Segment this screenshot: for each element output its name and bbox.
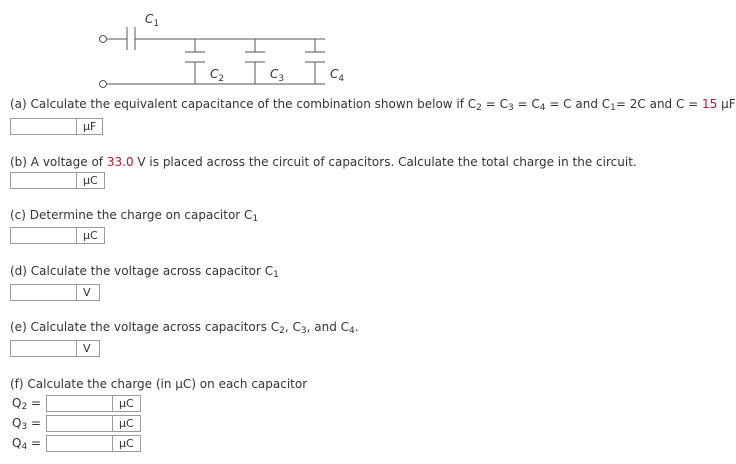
given-voltage: 33.0: [106, 155, 134, 169]
question-f-text: (f) Calculate the charge (in μC) on each capacitor: [10, 377, 308, 391]
answer-c: [10, 227, 105, 244]
c3-label: $C_3$: [270, 67, 285, 84]
q4-input[interactable]: [46, 435, 113, 452]
question-e: [10, 320, 359, 336]
question-f: [10, 377, 307, 391]
answer-e-unit: V: [77, 340, 100, 357]
question-c: [10, 208, 258, 224]
sub: 4: [349, 326, 355, 336]
question-b: [10, 155, 637, 169]
question-a-text: (a) Calculate the equivalent capacitance of the combination shown below if C: [10, 97, 477, 111]
given-capacitance: 15: [702, 97, 718, 111]
q2-input[interactable]: [46, 395, 113, 412]
sub: 3: [21, 422, 28, 432]
answer-d-unit: V: [77, 284, 100, 301]
sub: 2: [279, 326, 285, 336]
q2-label: [12, 396, 41, 412]
text: , and C: [306, 320, 350, 334]
text: Q: [12, 436, 22, 450]
c4-label: $C_4$: [330, 67, 345, 84]
answer-a-unit: μF: [77, 118, 103, 135]
text: Q: [12, 416, 22, 430]
text: Q: [12, 396, 22, 410]
text: , C: [284, 320, 301, 334]
question-b-text-end: V is placed across the circuit of capacitors. Calculate the total charge in the circuit.: [133, 155, 637, 169]
text: =: [27, 396, 42, 410]
text: .: [354, 320, 359, 334]
sub: 3: [507, 103, 514, 113]
question-a: [10, 97, 736, 113]
circuit-diagram: [0, 0, 700, 95]
answer-f-q4: [46, 435, 141, 452]
answer-b-input[interactable]: [10, 172, 77, 189]
answer-f-q3: [46, 415, 141, 432]
answer-b: [10, 172, 105, 189]
answer-c-input[interactable]: [10, 227, 77, 244]
sub: 2: [21, 402, 28, 412]
text: = 2C and C =: [615, 97, 703, 111]
q3-label: [12, 416, 41, 432]
sub: 3: [300, 326, 307, 336]
sub: 1: [252, 214, 259, 224]
text: =: [27, 436, 42, 450]
q4-unit: μC: [113, 435, 141, 452]
question-c-text: (c) Determine the charge on capacitor C: [10, 208, 253, 222]
unit-text: μF: [717, 97, 736, 111]
top-terminal: [100, 36, 107, 43]
sub: 1: [273, 270, 279, 280]
q3-unit: μC: [113, 415, 141, 432]
answer-e-input[interactable]: [10, 340, 77, 357]
text: = C and C: [545, 97, 611, 111]
sub: 4: [539, 103, 546, 113]
answer-e: [10, 340, 100, 357]
text: = C: [481, 97, 508, 111]
answer-c-unit: μC: [77, 227, 105, 244]
answer-f-q2: [46, 395, 141, 412]
c2-label: $C_2$: [210, 67, 225, 84]
answer-d-input[interactable]: [10, 284, 77, 301]
question-d-text: (d) Calculate the voltage across capacitor C: [10, 264, 274, 278]
answer-a-input[interactable]: [10, 118, 77, 135]
question-d: [10, 264, 279, 280]
answer-d: [10, 284, 100, 301]
question-e-text: (e) Calculate the voltage across capacitors C: [10, 320, 280, 334]
answer-b-unit: μC: [77, 172, 105, 189]
text: = C: [513, 97, 540, 111]
c1-label: $C_1$: [145, 12, 160, 29]
q3-input[interactable]: [46, 415, 113, 432]
answer-a: [10, 118, 103, 135]
question-b-text: (b) A voltage of: [10, 155, 107, 169]
sub: 2: [476, 103, 482, 113]
text: =: [27, 416, 42, 430]
q4-label: [12, 436, 41, 452]
sub: 4: [21, 442, 28, 452]
bottom-terminal: [100, 81, 107, 88]
sub: 1: [610, 103, 616, 113]
q2-unit: μC: [113, 395, 141, 412]
